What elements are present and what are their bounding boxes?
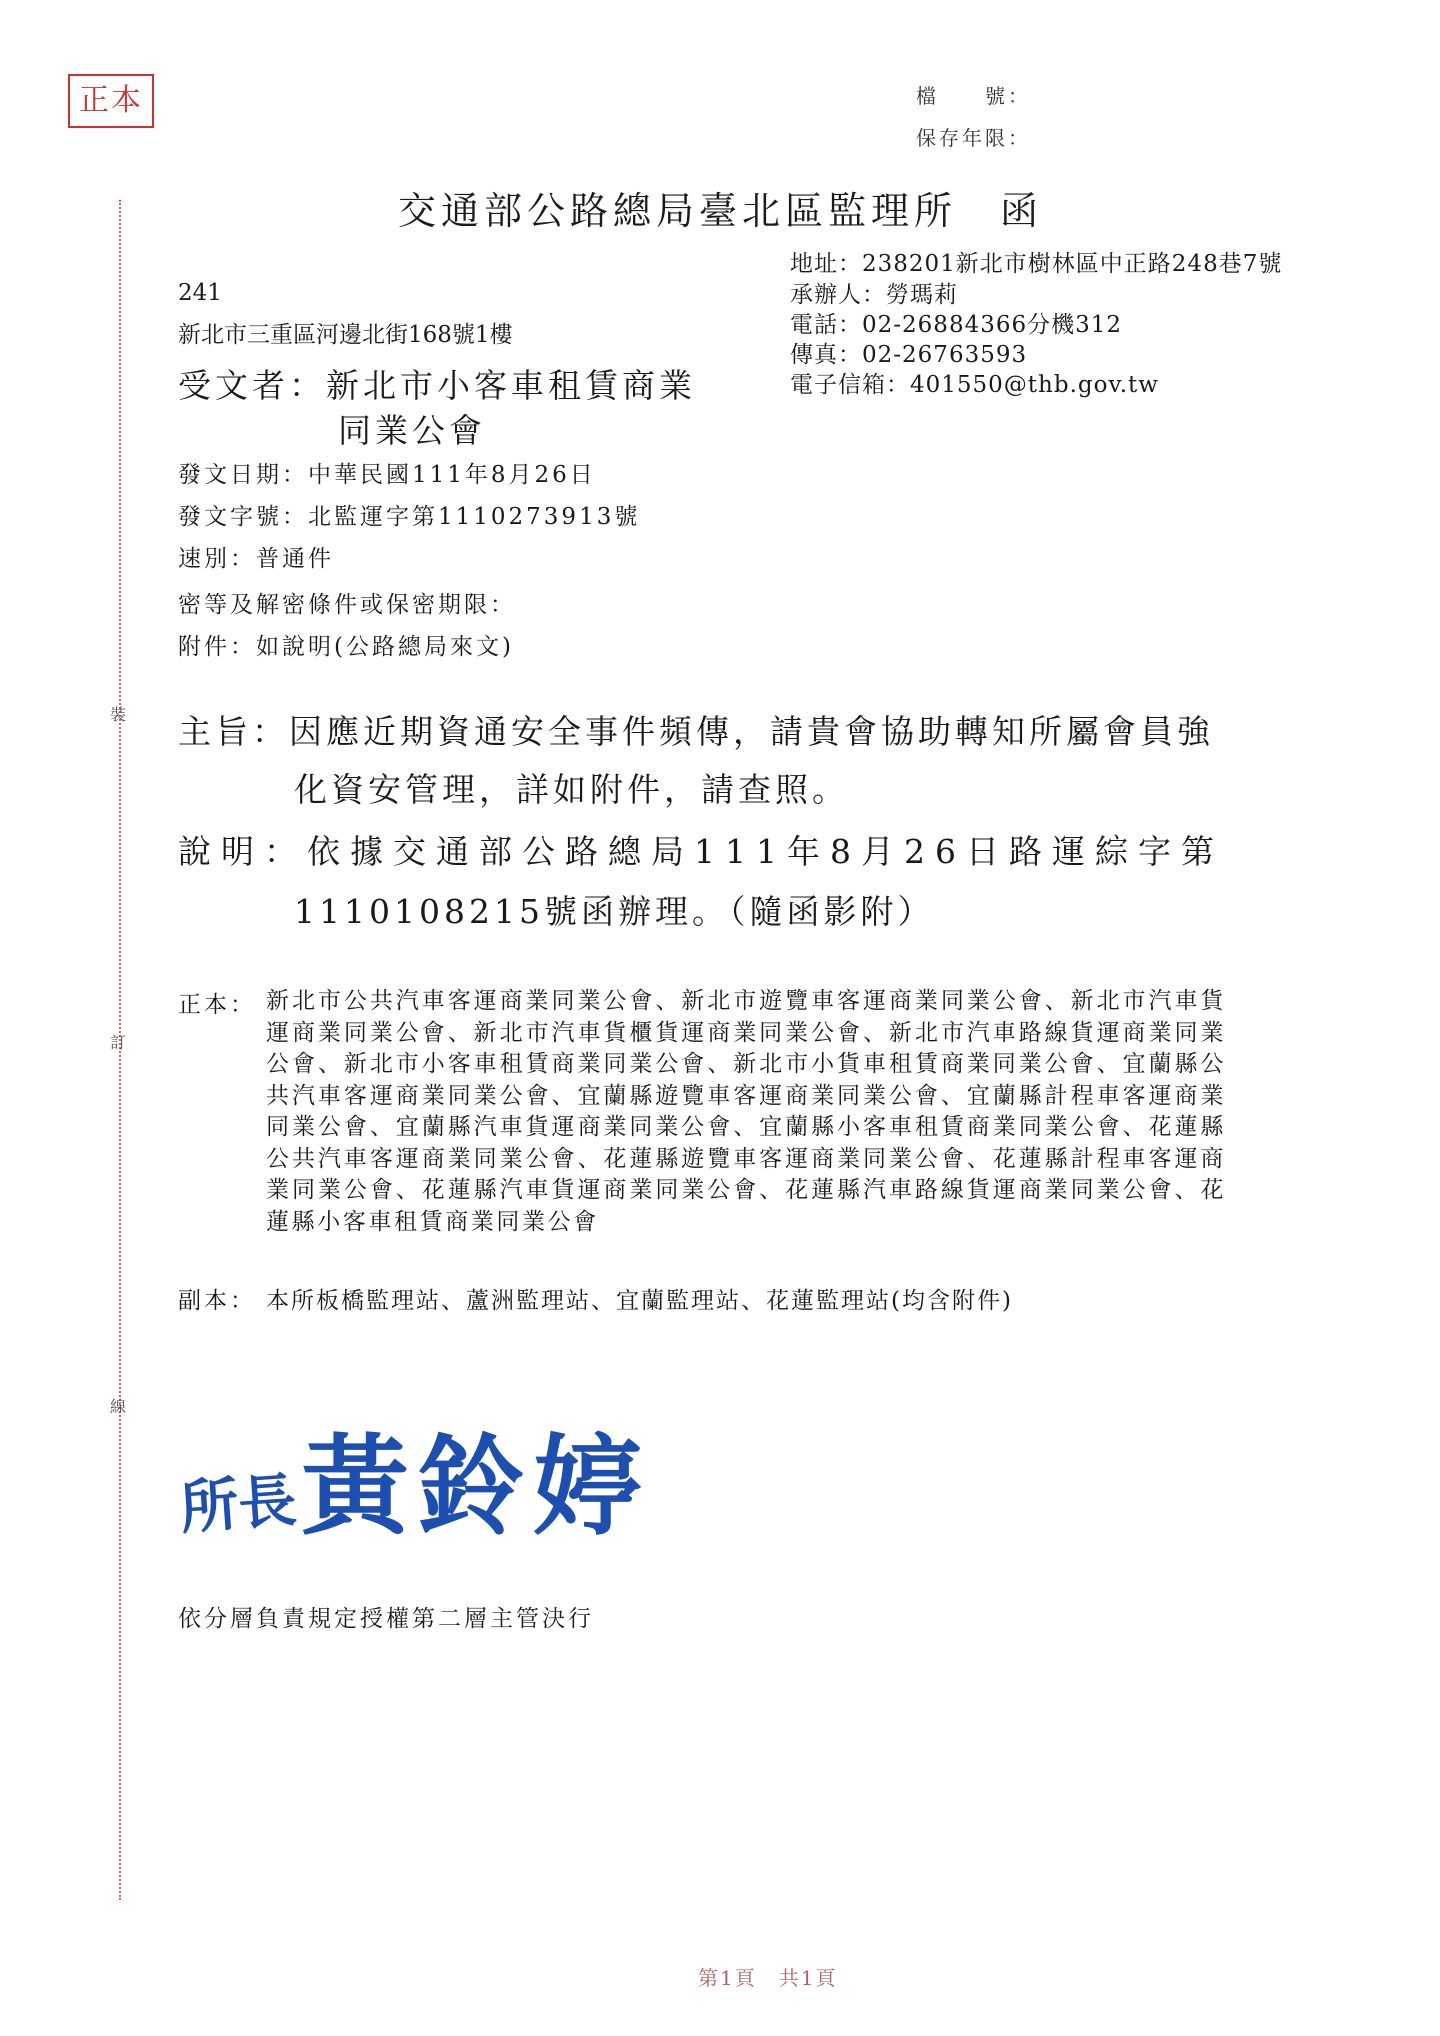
recipient-postcode: 241 [178,280,222,306]
binding-mark-zhuang: 裝 [110,705,127,724]
subject-line1: 主旨：因應近期資通安全事件頻傳，請貴會協助轉知所屬會員強 [178,712,1214,751]
file-number-label: 檔 號： [916,84,1031,108]
attachment: 附件：如說明(公路總局來文) [178,634,514,660]
original-recipients-label: 正本： [178,992,256,1018]
recipient-name-line2: 同業公會 [338,411,486,450]
secrecy-level: 密等及解密條件或保密期限： [178,592,516,618]
delivery-speed: 速別：普通件 [178,546,334,572]
explanation-line2: 1110108215號函辦理。（隨函影附） [294,892,935,931]
signature-name: 黃鈴婷 [301,1424,650,1550]
binding-mark-xian: 線 [110,1397,127,1416]
retention-period-label: 保存年限： [916,126,1031,150]
director-signature [180,1400,740,1560]
recipient-name-line1: 受文者：新北市小客車租賃商業 [178,366,696,405]
carbon-copy-list: 本所板橋監理站、蘆洲監理站、宜蘭監理站、花蓮監理站(均含附件) [266,1288,1013,1314]
sender-address: 地址：238201新北市樹林區中正路248巷7號 [790,251,1283,277]
page-number: 第1頁 共1頁 [698,1966,838,1990]
original-copy-stamp: 正本 [68,74,154,128]
explanation-line1: 說明：依據交通部公路總局111年8月26日路運綜字第 [178,832,1224,871]
reference-number: 發文字號：北監運字第1110273913號 [178,504,641,530]
issue-date: 發文日期：中華民國111年8月26日 [178,462,596,488]
authorization-note: 依分層負責規定授權第二層主管決行 [178,1606,594,1632]
sender-email: 電子信箱：401550@thb.gov.tw [790,372,1159,398]
sender-phone: 電話：02-26884366分機312 [790,312,1123,338]
document-title: 交通部公路總局臺北區監理所 函 [398,189,1044,233]
recipient-address: 新北市三重區河邊北街168號1樓 [178,322,513,348]
sender-fax: 傳真：02-26763593 [790,342,1028,368]
carbon-copy-label: 副本： [178,1288,256,1314]
binding-mark-ding: 訂 [110,1033,127,1052]
sender-contact: 承辦人：勞瑪莉 [790,282,958,308]
subject-line2: 化資安管理，詳如附件，請查照。 [294,770,849,809]
signature-title: 所長 [178,1466,299,1542]
original-recipients-list: 新北市公共汽車客運商業同業公會、新北市遊覽車客運商業同業公會、新北市汽車貨運商業同業公會、新北市汽車貨櫃貨運商業同業公會、新北市汽車路線貨運商業同業公會、新北市小客車租賃商業同業公會、新北市小貨車租賃商業同業公會、宜蘭縣公共汽車客運商業同業公會、宜蘭縣遊覽車客運商業同業公會、宜蘭縣計程車客運商業同業公會、宜蘭縣汽車貨運商業同業公會、宜蘭縣小客車租賃商業同業公會、花蓮縣公共汽車客運商業同業公會、花蓮縣遊覽車客運商業同業公會、花蓮縣計程車客運商業同業公會、花蓮縣汽車貨運商業同業公會、花蓮縣汽車路線貨運商業同業公會、花蓮縣小客車租賃商業同業公會 [266,988,1226,1235]
